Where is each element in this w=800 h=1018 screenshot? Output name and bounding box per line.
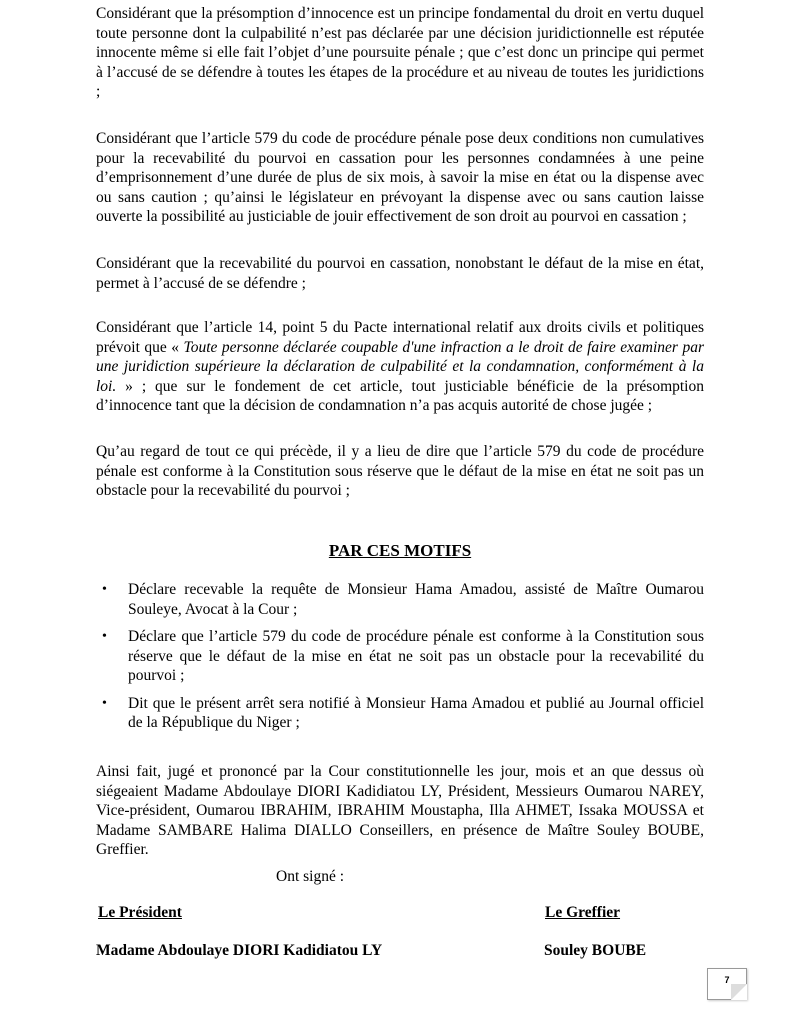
president-title: Le Président [98,904,182,921]
page-number-box [707,968,747,1000]
greffier-name: Souley BOUBE [544,942,647,959]
paragraph-conclusion: Qu’au regard de tout ce qui précède, il y a lieu de dire que l’article 579 du code de procédure pénale est conforme à la Constitution sous réserve que le défaut de la mise en état ne soit pas un obstacle pour la recevabilité du pourvoi ; [96,443,704,499]
president-name: Madame Abdoulaye DIORI Kadidiatou LY [96,942,383,959]
bullet-icon: • [102,695,107,711]
paragraph-composition-cour: Ainsi fait, jugé et prononcé par la Cour constitutionnelle les jour, mois et an que dessus où siégeaient Madame Abdoulaye DIORI Kadidiatou LY, Président, Messieurs Oumarou NAREY, Vice-président, Oumarou IBRAHIM, IBRAHIM Moustapha, Illa AHMET, Issaka MOUSSA et Madame SAMBARE Halima DIALLO Conseillers, en présence de Maître Souley BOUBE, Greffier. [96,763,704,858]
pacte-quote: Toute personne déclarée coupable d'une infraction a le droit de faire examiner par une juridiction supérieure la déclaration de culpabilité et la condamnation, conformément à la loi. [96,338,704,395]
page-fold-icon [731,984,747,1000]
bullet-icon: • [102,629,107,644]
pacte-text-before: Considérant que l’article 14, point 5 du Pacte international relatif aux droits civils et politiques prévoit que « [96,319,704,356]
decision-item [96,694,704,733]
paragraph-presumption: Considérant que la présomption d’innocence est un principe fondamental du droit en vertu duquel toute personne dont la culpabilité n’est pas déclarée par une décision juridictionnelle est réputée innocente même si elle fait l’objet d’une poursuite pénale ; que c’est donc un principe qui permet à l’accusé de se défendre à toutes les étapes de la procédure et au niveau de toutes les juridictions ; [96,5,704,100]
decision-list [96,580,704,741]
bullet-icon: • [102,582,107,597]
signed-label: Ont signé : [276,868,345,885]
pacte-text-after: » ; que sur le fondement de cet article, tout justiciable bénéficie de la présomption d’innocence tant que la décision de condamnation n’a pas acquis autorité de chose jugée ; [96,377,704,414]
decision-item [96,580,704,619]
greffier-title: Le Greffier [545,904,621,921]
decision-item-text: Dit que le présent arrêt sera notifié à Monsieur Hama Amadou et publié au Journal officiel de la République du Niger ; [128,694,704,731]
decision-item-text: Déclare que l’article 579 du code de procédure pénale est conforme à la Constitution sous réserve que le défaut de la mise en état ne soit pas un obstacle pour la recevabilité du pourvoi ; [128,628,704,684]
paragraph-pacte-international [96,318,704,416]
section-heading-motifs: PAR CES MOTIFS [328,541,472,560]
page-number: 7 [724,975,730,985]
paragraph-recevabilite: Considérant que la recevabilité du pourvoi en cassation, nonobstant le défaut de la mise en état, permet à l’accusé de se défendre ; [96,255,704,292]
decision-item-text: Déclare recevable la requête de Monsieur Hama Amadou, assisté de Maître Oumarou Souleye, Avocat à la Cour ; [128,581,704,618]
paragraph-article-579: Considérant que l’article 579 du code de procédure pénale pose deux conditions non cumulatives pour la recevabilité du pourvoi en cassation pour les personnes condamnées à une peine d’emprisonnement d’une durée de plus de six mois, à savoir la mise en état ou la dispense avec ou sans caution ; qu’ainsi le législateur en prévoyant la dispense avec ou sans caution laisse ouverte la possibilité au justiciable de jouir effectivement de son droit au pourvoi en cassation ; [96,130,704,225]
decision-item [96,627,704,686]
